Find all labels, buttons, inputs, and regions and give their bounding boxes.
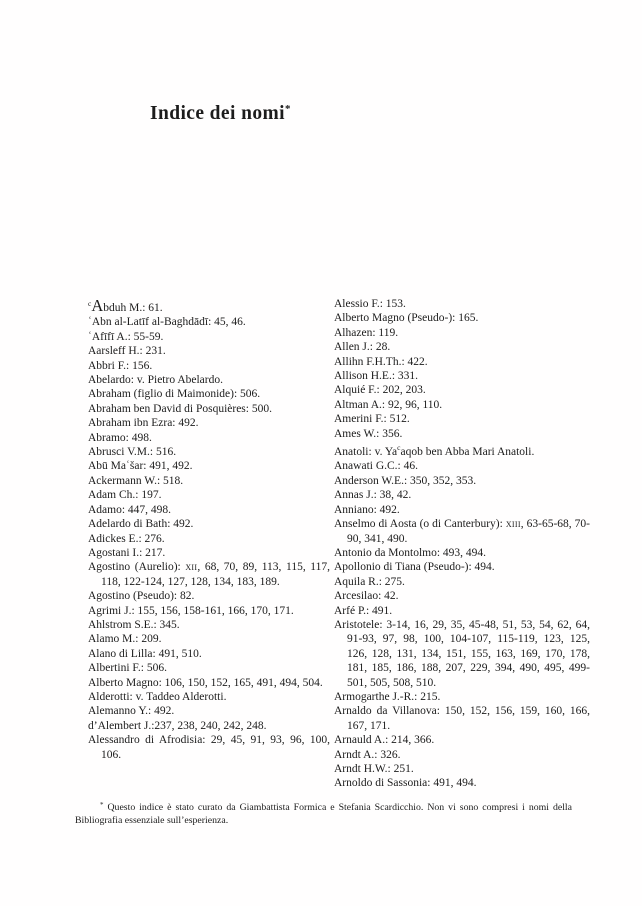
index-entry: Alhazen: 119. [334, 326, 399, 339]
index-entry: Apollonio di Tiana (Pseudo-): 494. [334, 561, 495, 574]
index-columns [88, 297, 590, 791]
index-entry: Aarsleff H.: 231. [88, 345, 166, 358]
index-entry: $^c$Abduh M.: 61. [88, 296, 163, 315]
index-entry: Abbri F.: 156. [88, 359, 153, 372]
index-entry: Arndt H.W.: 251. [334, 763, 414, 775]
index-entry: Arnaldo da Villanova: 150, 152, 156, 159, 160, 166, 167, 171. [334, 705, 590, 732]
index-entry: Abraham ibn Ezra: 492. [88, 417, 199, 430]
index-entry: Abū Maʿšar: 491, 492. [88, 460, 193, 473]
index-entry: Arnoldo di Sassonia: 491, 494. [334, 777, 477, 790]
index-entry: Adam Ch.: 197. [88, 489, 162, 502]
index-entry: Arfé P.: 491. [334, 604, 393, 617]
index-entry: Abrusci V.M.: 516. [88, 446, 177, 459]
index-entry: Agostino (Pseudo): 82. [88, 590, 195, 603]
title-footnote-marker: * [284, 103, 291, 116]
index-entry: Abramo: 498. [88, 431, 152, 444]
index-entry: Allen J.: 28. [334, 341, 391, 354]
index-entry: Amerini F.: 512. [334, 413, 410, 426]
index-entry: Alemanno Y.: 492. [88, 705, 175, 718]
footnote-paragraph [75, 799, 572, 827]
index-entry: Arnauld A.: 214, 366. [334, 734, 435, 747]
index-entry: ʿAbn al-Latīf al-Baghdādī: 45, 46. [88, 316, 246, 329]
index-entry: Anselmo di Aosta (o di Canterbury): xiii, 63-65-68, 70-90, 341, 490. [334, 518, 590, 545]
index-entry: Antonio da Montolmo: 493, 494. [334, 546, 487, 559]
index-column-right [334, 297, 590, 791]
index-entry: Agrimi J.: 155, 156, 158-161, 166, 170, 171. [88, 604, 294, 617]
index-entry: Ackermann W.: 518. [88, 474, 184, 487]
index-entry: Abraham ben David di Posquières: 500. [88, 402, 272, 415]
page-title-text: Indice dei nomi [150, 103, 285, 125]
index-entry: ʿAfīfī A.: 55-59. [88, 330, 164, 343]
index-entry: Anderson W.E.: 350, 352, 353. [334, 474, 477, 487]
index-entry: Anniano: 492. [334, 503, 400, 516]
index-entry: Alquié F.: 202, 203. [334, 384, 426, 397]
index-entry: Anatoli: v. Ya$^c$aqob ben Abba Mari Anatoli. [334, 443, 535, 459]
index-entry: Adickes E.: 276. [88, 532, 165, 545]
index-entry: Aquila R.: 275. [334, 575, 405, 588]
footnote-text: Questo indice è stato curato da Giambattista Formica e Stefania Scardicchio. Non vi sono compresi i nomi della Bibliografia essenziale sull’esperienza. [75, 802, 572, 826]
index-entry: Abraham (figlio di Maimonide): 506. [88, 388, 261, 401]
index-entry: Alderotti: v. Taddeo Alderotti. [88, 690, 227, 703]
index-entry: Adelardo di Bath: 492. [88, 518, 194, 531]
index-entry: Alano di Lilla: 491, 510. [88, 647, 202, 660]
index-entry: Allison H.E.: 331. [334, 370, 419, 383]
page-title [150, 103, 291, 125]
index-entry: Armogarthe J.-R.: 215. [334, 690, 441, 703]
index-entry: Alberto Magno (Pseudo-): 165. [334, 312, 479, 325]
index-entry: Alessandro di Afrodisia: 29, 45, 91, 93, 96, 100, 106. [88, 734, 330, 761]
index-entry: Alamo M.: 209. [88, 633, 162, 646]
index-entry: Altman A.: 92, 96, 110. [334, 398, 443, 411]
index-entry: Ames W.: 356. [334, 427, 403, 440]
index-entry: Abelardo: v. Pietro Abelardo. [88, 374, 223, 387]
index-entry: Annas J.: 38, 42. [334, 489, 412, 502]
footnote-marker: * [100, 801, 104, 809]
index-entry: Ahlstrom S.E.: 345. [88, 618, 180, 631]
index-entry: d’Alembert J.:237, 238, 240, 242, 248. [88, 719, 267, 732]
index-entry: Adamo: 447, 498. [88, 503, 172, 516]
index-entry: Alberto Magno: 106, 150, 152, 165, 491, 494, 504. [88, 676, 323, 689]
index-entry: Agostani I.: 217. [88, 546, 166, 559]
index-entry: Aristotele: 3-14, 16, 29, 35, 45-48, 51, 53, 54, 62, 64, 91-93, 97, 98, 100, 104-107, 115-119, 123, 125, 126, 128, 131, 134, 151, 155, 163, 169, 170, 178, 181, 185, 186, 188, 207, 229, 394, 490, 495, 499-501, 505, 508, 510. [334, 618, 590, 689]
index-entry: Allihn F.H.Th.: 422. [334, 355, 428, 368]
index-entry: Anawati G.C.: 46. [334, 460, 419, 473]
footnote [75, 799, 572, 827]
index-entry: Agostino (Aurelio): xii, 68, 70, 89, 113, 115, 117, 118, 122-124, 127, 128, 134, 183, 189. [88, 561, 330, 588]
index-entry: Albertini F.: 506. [88, 662, 167, 675]
index-entry: Alessio F.: 153. [334, 298, 406, 310]
index-entry: Arcesilao: 42. [334, 590, 399, 603]
index-column-left [88, 297, 330, 791]
index-entry: Arndt A.: 326. [334, 748, 401, 761]
